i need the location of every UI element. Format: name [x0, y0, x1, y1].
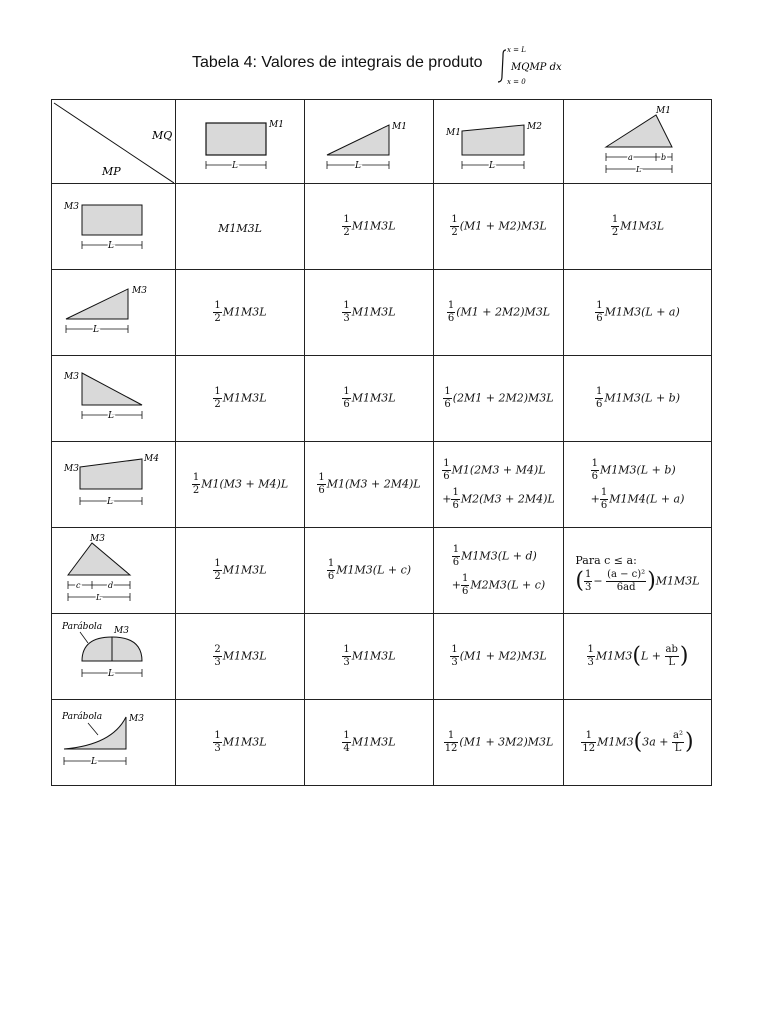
svg-text:L: L	[108, 410, 114, 421]
svg-text:M3: M3	[64, 371, 79, 382]
mq-label: MQ	[152, 128, 173, 142]
table-row	[52, 356, 712, 442]
svg-text:M1: M1	[656, 105, 671, 116]
svg-text:L: L	[636, 164, 642, 174]
title-text: Tabela 4: Valores de integrais de produto	[192, 54, 483, 71]
svg-text:M1: M1	[269, 119, 284, 130]
cell-r2c1: $\frac{1}{2}$ M1M3L	[176, 270, 305, 356]
row-shape-triangle-up	[52, 270, 176, 356]
cell-r3c3: $\frac{1}{6}$ (2M1 + 2M2)M3L	[434, 356, 564, 442]
col-shape-trapezoid	[434, 100, 564, 184]
svg-text:L: L	[355, 160, 361, 171]
mp-label: MP	[102, 164, 121, 178]
integral-symbol	[497, 44, 587, 88]
corner-cell	[52, 100, 176, 184]
svg-text:L: L	[96, 592, 102, 602]
int-lower: x = 0	[507, 78, 526, 86]
cell-r4c3: $\frac{1}{6}$ M1(2M3 + M4)L + $\frac{1}{6}$ M2(M3 + 2M4)L	[434, 442, 564, 528]
svg-text:M3: M3	[90, 533, 105, 544]
cell-r1c2: $\frac{1}{2}$ M1M3L	[305, 184, 434, 270]
svg-text:M2: M2	[527, 121, 542, 132]
svg-text:b: b	[661, 152, 667, 162]
cell-r3c1: $\frac{1}{2}$ M1M3L	[176, 356, 305, 442]
cell-r7c2: $\frac{1}{4}$ M1M3L	[305, 700, 434, 786]
cell-r6c2: $\frac{1}{3}$ M1M3L	[305, 614, 434, 700]
table-title	[0, 44, 768, 88]
svg-text:M3: M3	[114, 625, 129, 636]
svg-text:M4: M4	[144, 453, 159, 464]
table-row	[52, 184, 712, 270]
cell-r5c3: $\frac{1}{6}$ M1M3(L + d) + $\frac{1}{6}$ M2M3(L + c)	[434, 528, 564, 614]
int-body: MQMP dx	[511, 62, 562, 73]
cell-r4c4: $\frac{1}{6}$ M1M3(L + b) + $\frac{1}{6}$ M1M4(L + a)	[564, 442, 712, 528]
col-shape-rectangle	[176, 100, 305, 184]
cell-r4c1: $\frac{1}{2}$ M1(M3 + M4)L	[176, 442, 305, 528]
row-shape-rectangle	[52, 184, 176, 270]
row-shape-parabola-rising	[52, 700, 176, 786]
cell-r1c3: $\frac{1}{2}$ (M1 + M2)M3L	[434, 184, 564, 270]
row-shape-parabola-dome	[52, 614, 176, 700]
table-row	[52, 442, 712, 528]
svg-text:L: L	[489, 160, 495, 171]
table-row	[52, 270, 712, 356]
svg-text:M1: M1	[446, 127, 461, 138]
svg-text:d: d	[108, 580, 114, 590]
cell-r2c4: $\frac{1}{6}$ M1M3(L + a)	[564, 270, 712, 356]
col-shape-triangle	[305, 100, 434, 184]
svg-text:L: L	[91, 756, 97, 767]
svg-text:L: L	[232, 160, 238, 171]
cell-r5c4: Para c ≤ a: ( $\frac{1}{3}$ − $\frac{\text{(a − c)²}}{6ad}$ )M1M3L	[564, 528, 712, 614]
cell-r5c2: $\frac{1}{6}$ M1M3(L + c)	[305, 528, 434, 614]
row-shape-peak	[52, 528, 176, 614]
svg-text:M3: M3	[64, 201, 79, 212]
svg-text:M3: M3	[129, 713, 144, 724]
cell-r6c1: $\frac{2}{3}$ M1M3L	[176, 614, 305, 700]
row-shape-trapezoid	[52, 442, 176, 528]
svg-text:M1: M1	[392, 121, 407, 132]
cell-r6c3: $\frac{1}{3}$ (M1 + M2)M3L	[434, 614, 564, 700]
cell-r2c3: $\frac{1}{6}$ (M1 + 2M2)M3L	[434, 270, 564, 356]
row-shape-triangle-down	[52, 356, 176, 442]
svg-text:a: a	[628, 152, 633, 162]
integral-table	[51, 99, 712, 786]
cell-r1c1: M1M3L	[176, 184, 305, 270]
cell-r6c4: $\frac{1}{3}$ M1M3(L + $\frac{ab}{L}$ )	[564, 614, 712, 700]
table-row	[52, 614, 712, 700]
cell-r4c2: $\frac{1}{6}$ M1(M3 + 2M4)L	[305, 442, 434, 528]
svg-text:L: L	[108, 240, 114, 251]
cell-r1c4: $\frac{1}{2}$ M1M3L	[564, 184, 712, 270]
svg-text:L: L	[108, 668, 114, 679]
int-upper: x = L	[507, 46, 526, 54]
cell-r3c2: $\frac{1}{6}$ M1M3L	[305, 356, 434, 442]
cell-r7c1: $\frac{1}{3}$ M1M3L	[176, 700, 305, 786]
cell-r7c4: $\frac{1}{12}$ M1M3(3a + $\frac{\text{a²}}{L}$ )	[564, 700, 712, 786]
cell-r2c2: $\frac{1}{3}$ M1M3L	[305, 270, 434, 356]
col-shape-peak	[564, 100, 712, 184]
cell-r3c4: $\frac{1}{6}$ M1M3(L + b)	[564, 356, 712, 442]
svg-text:L: L	[93, 324, 99, 335]
cell-r5c1: $\frac{1}{2}$ M1M3L	[176, 528, 305, 614]
svg-text:c: c	[76, 580, 81, 590]
svg-text:Parábola: Parábola	[62, 711, 103, 722]
svg-text:M3: M3	[132, 285, 147, 296]
svg-text:Parábola: Parábola	[62, 621, 103, 632]
header-row	[52, 100, 712, 184]
cell-r7c3: $\frac{1}{12}$ (M1 + 3M2)M3L	[434, 700, 564, 786]
table-row	[52, 700, 712, 786]
svg-text:M3: M3	[64, 463, 79, 474]
table-row	[52, 528, 712, 614]
svg-text:L: L	[107, 496, 113, 507]
